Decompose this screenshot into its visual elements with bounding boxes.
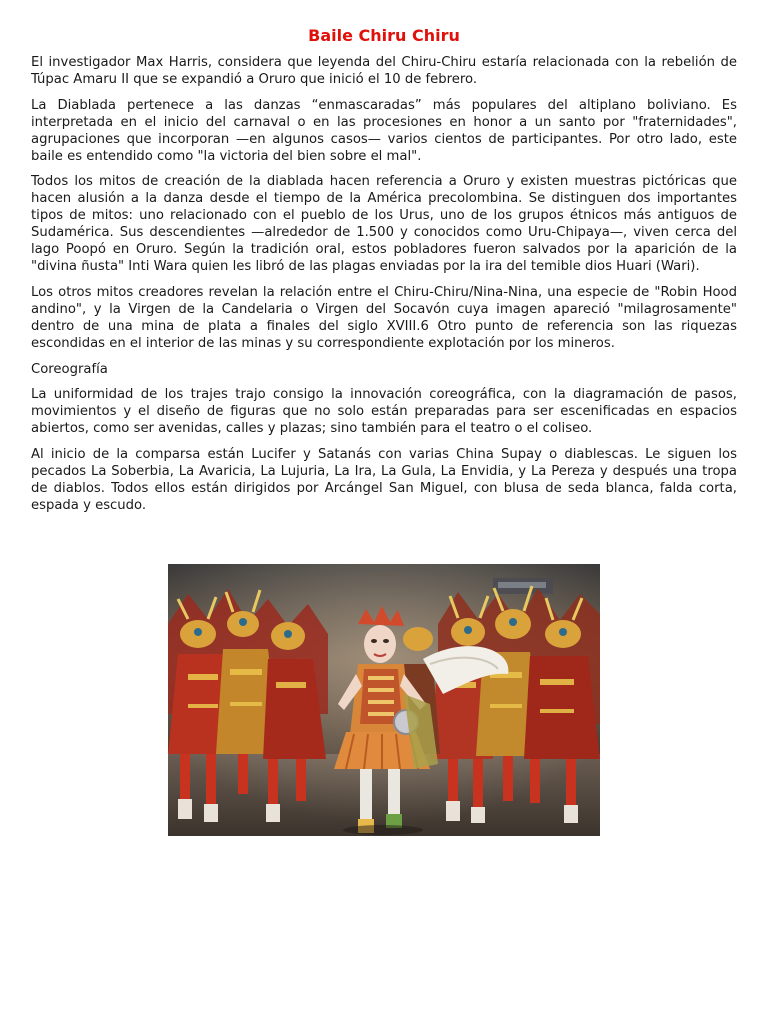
paragraph-otros-mitos: Los otros mitos creadores revelan la relación entre el Chiru-Chiru/Nina-Nina, una especie de "Robin Hood andino", y la Virgen de la Candelaria o Virgen del Socavón cuya imagen apareció "milagrosamente" dentro de una mina de plata a finales del siglo XVIII.6 Otro punto de referencia son las riquezas escondidas en el interior de las minas y su correspondiente explotación por los mineros. — [31, 284, 737, 351]
paragraph-comparsa: Al inicio de la comparsa están Lucifer y Satanás con varias China Supay o diablescas. Le siguen los pecados La Soberbia, La Avaricia, La Lujuria, La Ira, La Gula, La Envidia, y La Pereza y después una tropa de diablos. Todos ellos están dirigidos por Arcángel San Miguel, con blusa de seda blanca, falda corta, espada y escudo. — [31, 447, 737, 513]
paragraph-diablada: La Diablada pertenece a las danzas “enmascaradas” más populares del altiplano boliviano. Es interpretada en el inicio del carnaval o en las procesiones en honor a un santo por "fraternidades", agrupaciones que incorporan —en algunos casos— varios cientos de participantes. Por otro lado, este baile es entendido como "la victoria del bien sobre el mal". — [31, 97, 737, 164]
paragraph-mitos: Todos los mitos de creación de la diablada hacen referencia a Oruro y existen muestras pictóricas que hacen alusión a la danza desde el tiempo de la América precolombina. Se distinguen dos importantes tipos de mitos: uno relacionado con el pueblo de los Urus, uno de los grupos étnicos más antiguos de Sudamérica. Sus descendientes —alrededor de 1.500 y conocidos como Uru-Chipaya—, viven cerca del lago Poopó en Oruro. Según la tradición oral, estos pobladores fueron salvados por la aparición de la "divina ñusta" Inti Wara quien les libró de las plagas enviadas por la ira del temible dios Huari (Wari). — [31, 174, 737, 274]
paragraph-harris: El investigador Max Harris, considera que leyenda del Chiru-Chiru estaría relacionada con la rebelión de Túpac Amaru II que se expandió a Oruro que inició el 10 de febrero. — [31, 55, 737, 87]
section-heading-coreografia: Coreografía — [31, 361, 108, 377]
page-title: Baile Chiru Chiru — [308, 26, 460, 45]
document-page — [31, 26, 737, 524]
diablada-dancers-photo — [168, 564, 600, 836]
paragraph-uniformidad: La uniformidad de los trajes trajo consigo la innovación coreográfica, con la diagramación de pasos, movimientos y el diseño de figuras que no solo están preparadas para ser escenificadas en espacios abiertos, como ser avenidas, calles y plazas; sino también para el teatro o el coliseo. — [31, 387, 737, 437]
